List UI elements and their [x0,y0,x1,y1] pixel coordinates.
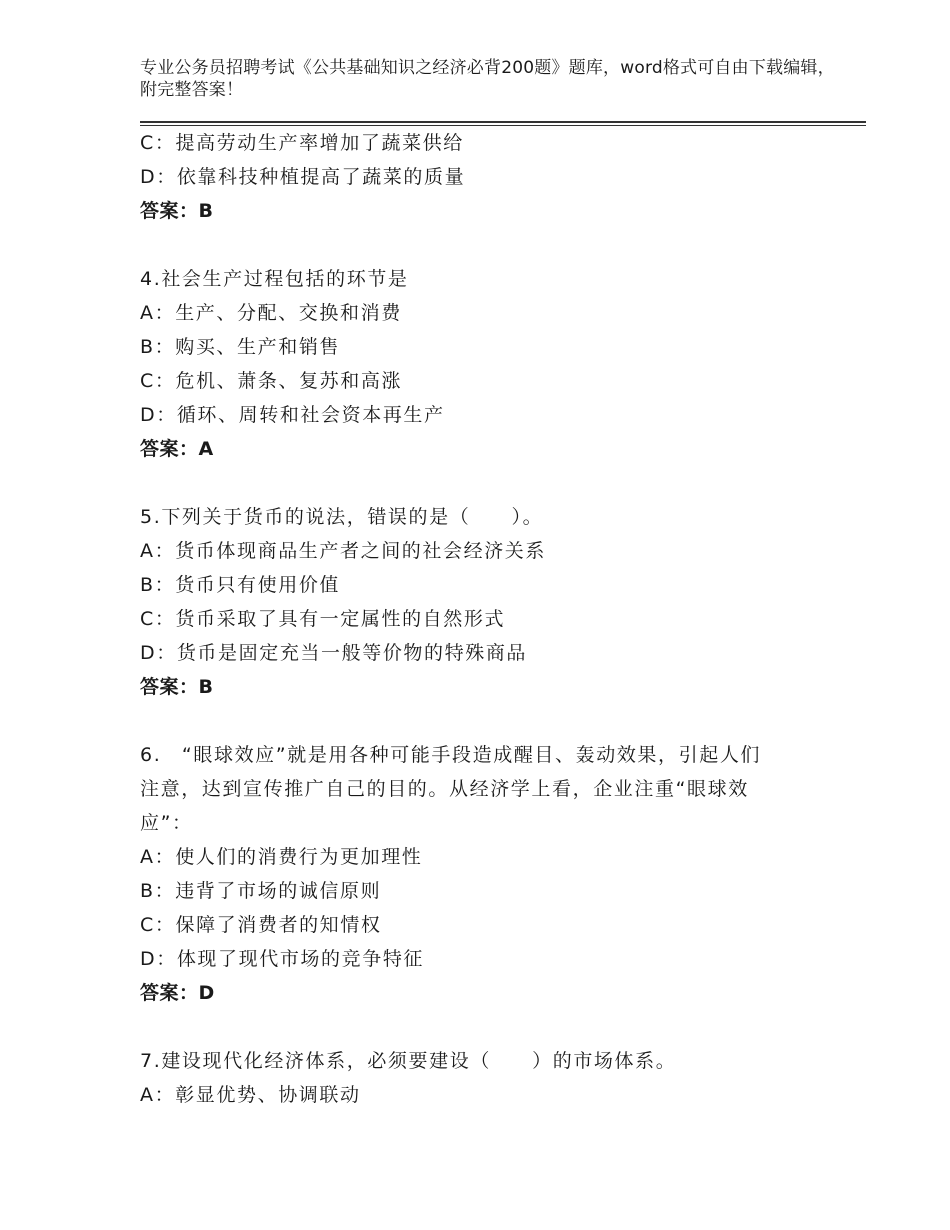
option-d: D：货币是固定充当一般等价物的特殊商品 [140,642,528,664]
option-c: C：保障了消费者的知情权 [140,914,382,936]
question-4 [140,262,820,466]
question-stem: 4.社会生产过程包括的环节是 [140,268,409,290]
answer: 答案：A [140,438,214,460]
option-a: A：使人们的消费行为更加理性 [140,846,423,868]
header-rule-thick [140,121,866,123]
question-5 [140,500,820,704]
question-stem-line-2: 注意，达到宣传推广自己的目的。从经济学上看，企业注重“眼球效 [140,778,749,800]
option-d: D：体现了现代市场的竞争特征 [140,948,425,970]
answer: 答案：B [140,200,214,222]
question-7 [140,1044,820,1112]
option-a: A：货币体现商品生产者之间的社会经济关系 [140,540,546,562]
option-a: A：生产、分配、交换和消费 [140,302,402,324]
question-stem: 5.下列关于货币的说法，错误的是（ ）。 [140,506,544,528]
question-stem-line-1: 6. “眼球效应”就是用各种可能手段造成醒目、轰动效果，引起人们 [140,744,762,766]
option-b: B：违背了市场的诚信原则 [140,880,382,902]
question-stem-line-3: 应”： [140,812,193,834]
option-c: C：货币采取了具有一定属性的自然形式 [140,608,506,630]
answer: 答案：D [140,982,215,1004]
document-header: 专业公务员招聘考试《公共基础知识之经济必背200题》题库，word格式可自由下载编辑，附完整答案！ [140,58,835,100]
question-list [140,126,820,1112]
option-d: D：循环、周转和社会资本再生产 [140,404,445,426]
partial-question [140,126,820,228]
option-a: A：彰显优势、协调联动 [140,1084,361,1106]
option-c: C：危机、萧条、复苏和高涨 [140,370,403,392]
option-b: B：货币只有使用价值 [140,574,341,596]
option-b: B：购买、生产和销售 [140,336,341,358]
option-c: C：提高劳动生产率增加了蔬菜供给 [140,132,464,154]
option-d: D：依靠科技种植提高了蔬菜的质量 [140,166,466,188]
answer: 答案：B [140,676,214,698]
question-6 [140,738,820,1010]
question-stem: 7.建设现代化经济体系，必须要建设（ ）的市场体系。 [140,1050,677,1072]
